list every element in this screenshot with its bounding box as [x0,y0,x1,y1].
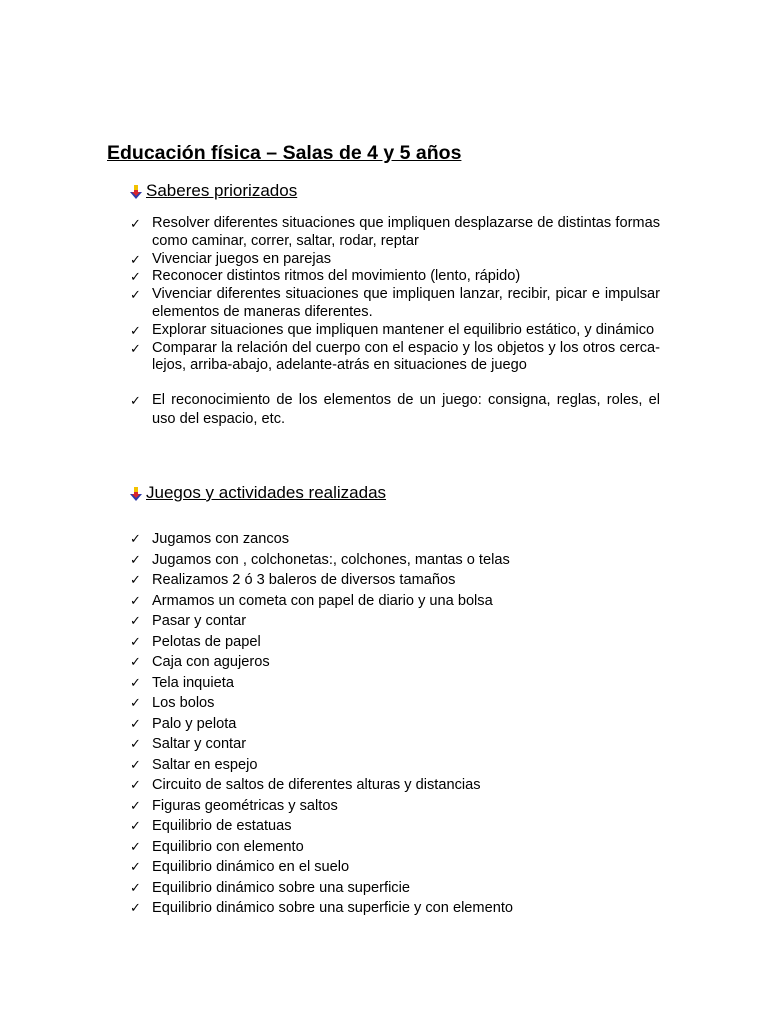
check-mark-icon: ✓ [130,251,141,267]
list-item [130,652,690,673]
juegos-list [130,529,690,919]
check-mark-icon: ✓ [130,340,141,356]
document-title: Educación física – Salas de 4 y 5 años [107,142,462,164]
list-item [130,340,660,376]
check-mark-icon: ✓ [130,756,141,772]
check-mark-icon: ✓ [130,879,141,895]
arrow-down-icon [130,185,142,199]
list-item-text: Realizamos 2 ó 3 baleros de diversos tamaños [152,572,456,588]
list-item [130,391,660,429]
list-item-text: Explorar situaciones que impliquen mantener el equilibrio estático, y dinámico [152,321,655,338]
list-item-text: Palo y pelota [152,715,237,732]
list-item-text: Circuito de saltos de diferentes alturas y distancias [152,777,481,793]
list-item-text: Los bolos [152,695,215,711]
list-item-text: Equilibrio con elemento [152,838,304,855]
list-item [130,734,690,755]
list-item-text: Equilibrio dinámico sobre una superficie y con elemento [152,900,513,916]
list-item-text: Tela inquieta [152,674,234,691]
check-mark-icon: ✓ [130,287,141,303]
list-item [130,251,660,269]
list-item [130,755,690,776]
check-mark-icon: ✓ [130,269,141,285]
list-item [130,816,690,837]
list-item-text: El reconocimiento de los elementos de un juego: consigna, reglas, roles, el uso del espacio, etc. [152,392,660,428]
list-item [130,837,690,858]
list-item-text: Pasar y contar [152,613,247,629]
check-mark-icon: ✓ [130,322,141,338]
check-mark-icon: ✓ [130,613,141,628]
section-heading-saberes [130,180,297,202]
list-item-text: Figuras geométricas y saltos [152,797,338,814]
list-item [130,286,660,322]
list-item [130,322,660,340]
check-mark-icon: ✓ [130,900,141,915]
list-item-text: Saltar y contar [152,736,247,752]
list-item-text: Saltar en espejo [152,756,258,773]
check-mark-icon: ✓ [130,715,141,731]
list-item-text: Equilibrio dinámico sobre una superficie [152,879,410,896]
check-mark-icon: ✓ [130,818,141,833]
check-mark-icon: ✓ [130,592,141,608]
list-item [130,857,690,878]
list-item [130,268,660,286]
list-item-text: Vivenciar juegos en parejas [152,250,332,267]
list-item [130,215,660,251]
list-item-text: Equilibrio de estatuas [152,818,292,834]
list-item-text: Vivenciar diferentes situaciones que impliquen lanzar, recibir, picar e impulsar elementos de maneras diferentes. [152,286,660,320]
list-item [130,570,690,591]
list-item-text: Pelotas de papel [152,633,261,650]
section-heading-label: Saberes priorizados [146,181,298,200]
check-mark-icon: ✓ [130,633,141,649]
check-mark-icon: ✓ [130,859,141,874]
list-item-text: Jugamos con , colchonetas:, colchones, mantas o telas [152,551,510,568]
arrow-down-icon [130,487,142,501]
list-item [130,632,690,653]
check-mark-icon: ✓ [130,572,141,587]
list-item [130,878,690,899]
list-item [130,529,690,550]
list-item [130,673,690,694]
check-mark-icon: ✓ [130,531,141,546]
check-mark-icon: ✓ [130,216,141,231]
list-item-text: Resolver diferentes situaciones que impliquen desplazarse de distintas formas como caminar, correr, saltar, rodar, reptar [152,215,660,249]
check-mark-icon: ✓ [130,551,141,567]
list-item [130,550,690,571]
list-item [130,714,690,735]
check-mark-icon: ✓ [130,838,141,854]
list-item [130,591,690,612]
list-item-text: Comparar la relación del cuerpo con el espacio y los objetos y los otros cerca-lejos, arriba-abajo, adelante-atrás en situaciones de juego [152,339,660,374]
list-item [130,796,690,817]
list-item-text: Reconocer distintos ritmos del movimiento (lento, rápido) [152,268,521,285]
check-mark-icon: ✓ [130,674,141,690]
section-heading-juegos [130,482,386,504]
section-heading-label: Juegos y actividades realizadas [146,483,387,502]
check-mark-icon: ✓ [130,797,141,813]
check-mark-icon: ✓ [130,777,141,792]
list-item-text: Armamos un cometa con papel de diario y una bolsa [152,592,493,609]
list-item [130,775,690,796]
list-item [130,898,690,919]
list-item-text: Caja con agujeros [152,654,270,670]
check-mark-icon: ✓ [130,695,141,710]
saberes-list [130,215,660,429]
list-item-text: Equilibrio dinámico en el suelo [152,859,350,875]
list-item [130,611,690,632]
check-mark-icon: ✓ [130,736,141,751]
list-item-text: Jugamos con zancos [152,531,290,547]
check-mark-icon: ✓ [130,654,141,669]
check-mark-icon: ✓ [130,393,141,409]
list-item [130,693,690,714]
